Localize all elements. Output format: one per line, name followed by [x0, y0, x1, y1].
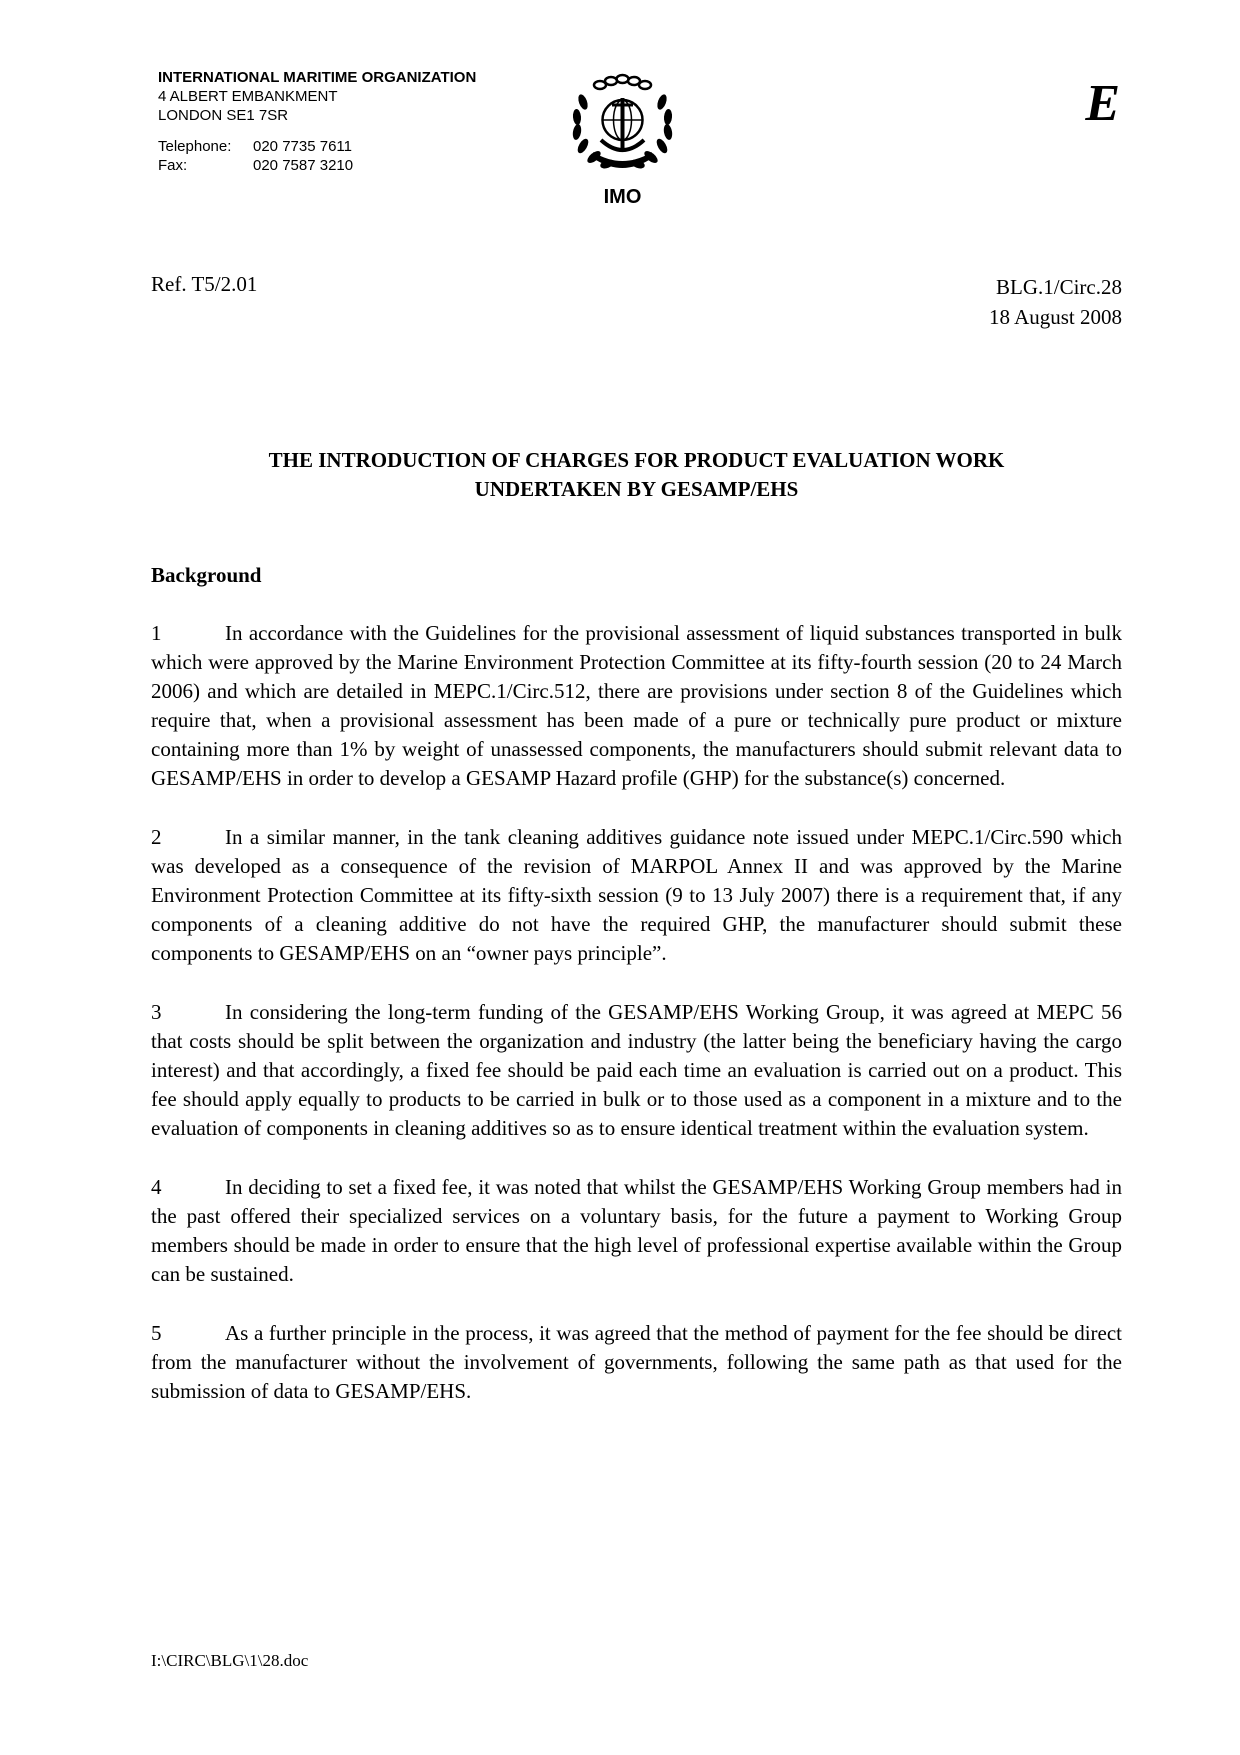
paragraph — [151, 1173, 1122, 1289]
document-reference-block — [989, 272, 1122, 332]
paragraph-text: In deciding to set a fixed fee, it was noted that whilst the GESAMP/EHS Working Group members had in the past offered their specialized services on a voluntary basis, for the future a payment to Working Group members should be made in order to ensure that the high level of professional expertise available within the Group can be sustained. — [151, 1175, 1122, 1286]
paragraph-text: In considering the long-term funding of the GESAMP/EHS Working Group, it was agreed at MEPC 56 that costs should be split between the organization and industry (the latter being the beneficiary having the cargo interest) and that accordingly, a fixed fee should be paid each time an evaluation is carried out on a product. This fee should apply equally to products to be carried in bulk or to those used as a component in a mixture and to the evaluation of components in cleaning additives so as to ensure identical treatment within the evaluation system. — [151, 1000, 1122, 1140]
section-heading: Background — [151, 563, 262, 587]
fax-row — [158, 156, 476, 175]
language-code: E — [1085, 75, 1120, 132]
paragraph-number: 3 — [151, 1000, 162, 1024]
title-line-2: UNDERTAKEN BY GESAMP/EHS — [474, 477, 799, 501]
org-name: INTERNATIONAL MARITIME ORGANIZATION — [158, 69, 477, 86]
paragraph-number: 1 — [151, 621, 162, 645]
paragraph — [151, 1319, 1122, 1406]
paragraph-text: In a similar manner, in the tank cleaning additives guidance note issued under MEPC.1/Circ.590 which was developed as a consequence of the revision of MARPOL Annex II and was approved by the Marine Environment Protection Committee at its fifty-sixth session (9 to 13 July 2007) there is a requirement that, if any components of a cleaning additive do not have the required GHP, the manufacturer should submit these components to GESAMP/EHS on an “owner pays principle”. — [151, 825, 1122, 965]
org-address-block — [158, 68, 476, 175]
paragraph-number: 2 — [151, 825, 162, 849]
paragraph — [151, 998, 1122, 1143]
document-title — [151, 446, 1122, 504]
paragraph-text: As a further principle in the process, it was agreed that the method of payment for the fee should be direct from the manufacturer without the involvement of governments, following the same path as that used for the submission of data to GESAMP/EHS. — [151, 1321, 1122, 1403]
paragraph-text: In accordance with the Guidelines for the provisional assessment of liquid substances transported in bulk which were approved by the Marine Environment Protection Committee at its fifty-fourth session (20 to 24 March 2006) and which are detailed in MEPC.1/Circ.512, there are provisions under section 8 of the Guidelines which require that, when a provisional assessment has been made of a pure or technically pure product or mixture containing more than 1% by weight of unassessed components, the manufacturers should submit relevant data to GESAMP/EHS in order to develop a GESAMP Hazard profile (GHP) for the substance(s) concerned. — [151, 621, 1122, 790]
paragraph — [151, 619, 1122, 793]
reference-number: Ref. T5/2.01 — [151, 272, 258, 296]
title-line-1: THE INTRODUCTION OF CHARGES FOR PRODUCT EVALUATION WORK — [268, 448, 1005, 472]
telephone-value: 020 7735 7611 — [253, 138, 352, 155]
address-line-2: LONDON SE1 7SR — [158, 107, 289, 124]
fax-value: 020 7587 3210 — [253, 157, 354, 174]
telephone-label: Telephone: — [158, 138, 232, 155]
imo-logo-label: IMO — [603, 186, 642, 208]
document-date: 18 August 2008 — [988, 305, 1122, 329]
paragraph — [151, 823, 1122, 968]
address-line-1: 4 ALBERT EMBANKMENT — [158, 88, 338, 105]
fax-label: Fax: — [158, 157, 188, 174]
paragraph-number: 4 — [151, 1175, 162, 1199]
document-symbol: BLG.1/Circ.28 — [996, 275, 1122, 299]
telephone-row — [158, 137, 476, 156]
footer-file-path: I:\CIRC\BLG\1\28.doc — [151, 1651, 309, 1670]
paragraph-number: 5 — [151, 1321, 162, 1345]
imo-emblem-icon — [565, 72, 680, 177]
document-body — [151, 619, 1122, 1436]
